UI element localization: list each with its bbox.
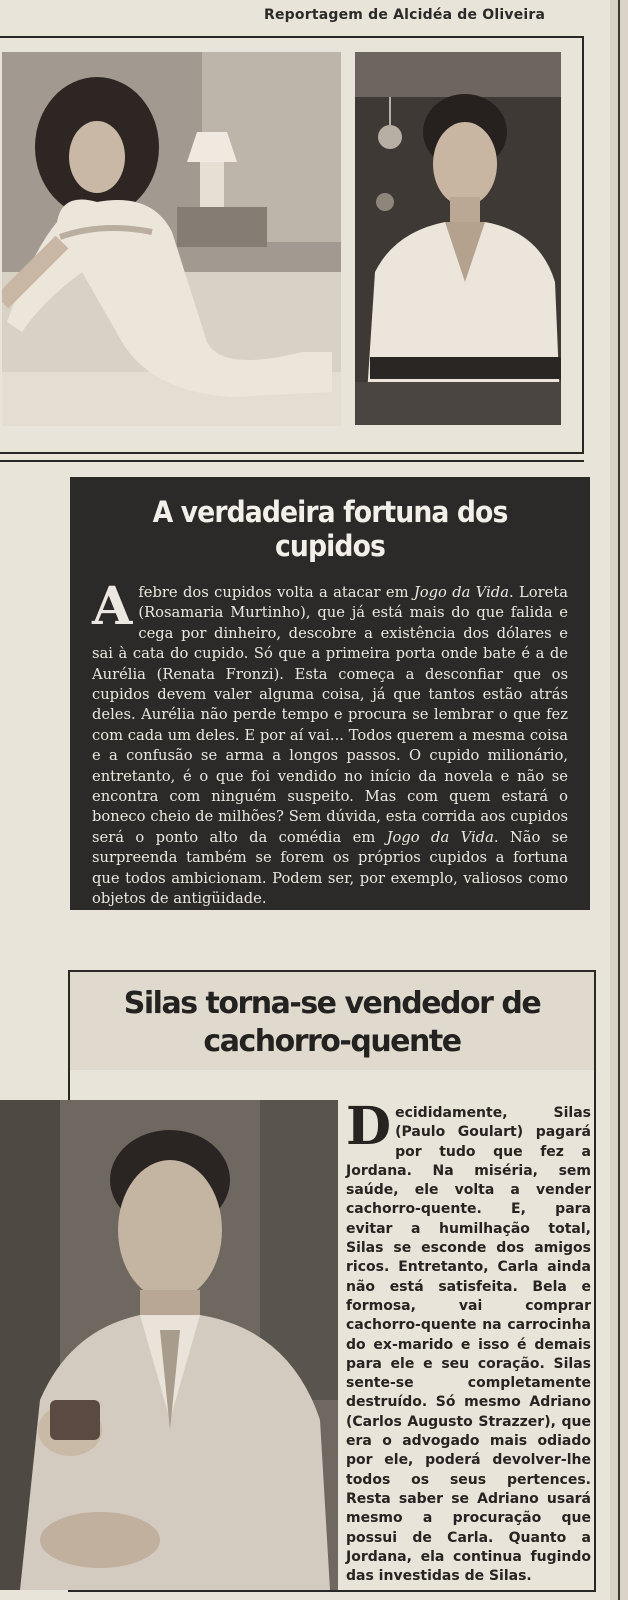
bleed-through-texture bbox=[330, 915, 590, 970]
article-silas-title: Silas torna-se vendedor de cachorro-quente bbox=[123, 986, 541, 1059]
show-title-jogo-da-vida-2: Jogo da Vida bbox=[386, 828, 494, 846]
photo-man-white-shirt bbox=[355, 52, 561, 425]
show-title-jogo-da-vida-1: Jogo da Vida bbox=[413, 584, 509, 601]
photo-silas-illustration bbox=[0, 1100, 338, 1590]
article-cupidos-dropcap: A bbox=[92, 576, 133, 637]
article-silas-body bbox=[346, 1096, 591, 1586]
photo-woman-illustration bbox=[2, 52, 341, 426]
article-cupidos-body bbox=[92, 576, 568, 910]
article-silas-dropcap: D bbox=[346, 1096, 392, 1157]
article-cupidos-text-mid: . Loreta (Rosamaria Murtinho), que já está mais do que falida e cega por dinheiro, descobre a existência dos dólares e sai à cata do cupido. Só que a primeira porta onde bate é a de Aurélia (Renata Fronzi). Esta começa a desconfiar que os cupidos devem valer alguma coisa, já que tantos estão atrás deles. Aurélia não perde tempo e procura se lembrar o que fez com cada um deles. E por aí vai... Todos querem a mesma coisa e a confusão se arma a longos passos. O cupido milionário, entretanto, é o que foi vendido no início da novela e não se encontra com ninguém suspeito. Mas com quem estará o boneco cheio de milhões? Sem dúvida, esta corrida aos cupidos será o ponto alto da comédia em bbox=[92, 584, 568, 846]
byline: Reportagem de Alcidéa de Oliveira bbox=[264, 7, 546, 23]
article-cupidos-title: A verdadeira fortuna dos cupidos bbox=[152, 495, 508, 563]
bottom-rule bbox=[68, 1590, 596, 1592]
article-cupidos-text-pre: febre dos cupidos volta a atacar em bbox=[138, 584, 414, 601]
article-cupidos-box bbox=[70, 477, 590, 910]
article-cupidos-text-post: . Não se surpreenda também se forem os próprios cupidos a fortuna que todos ambicionam. Podem ser, por exemplo, valiosos como objetos de antigüidade. bbox=[92, 828, 568, 908]
photo-silas-with-cup bbox=[0, 1100, 338, 1590]
photo-man-illustration bbox=[355, 52, 561, 425]
section-divider bbox=[0, 460, 584, 462]
article-silas-text: ecididamente, Silas (Paulo Goulart) pagará por tudo que fez a Jordana. Na miséria, sem saúde, ele volta a vender cachorro-quente. E, para evitar a humilhação total, Silas se esconde dos amigos ricos. Entretanto, Carla ainda não está satisfeita. Bela e formosa, vai comprar cachorro-quente na carrocinha do ex-marido e isso é demais para ele e seu coração. Silas sente-se completamente destruído. Só mesmo Adriano (Carlos Augusto Strazzer), que era o advogado mais odiado por ele, poderá devolver-lhe todos os seus pertences. Resta saber se Adriano usará mesmo a procuração que possui de Carla. Quanto a Jordana, ela continua fugindo das investidas de Silas. bbox=[346, 1105, 591, 1585]
page-edge-line bbox=[618, 0, 620, 1600]
photo-woman-on-bed bbox=[2, 52, 341, 426]
